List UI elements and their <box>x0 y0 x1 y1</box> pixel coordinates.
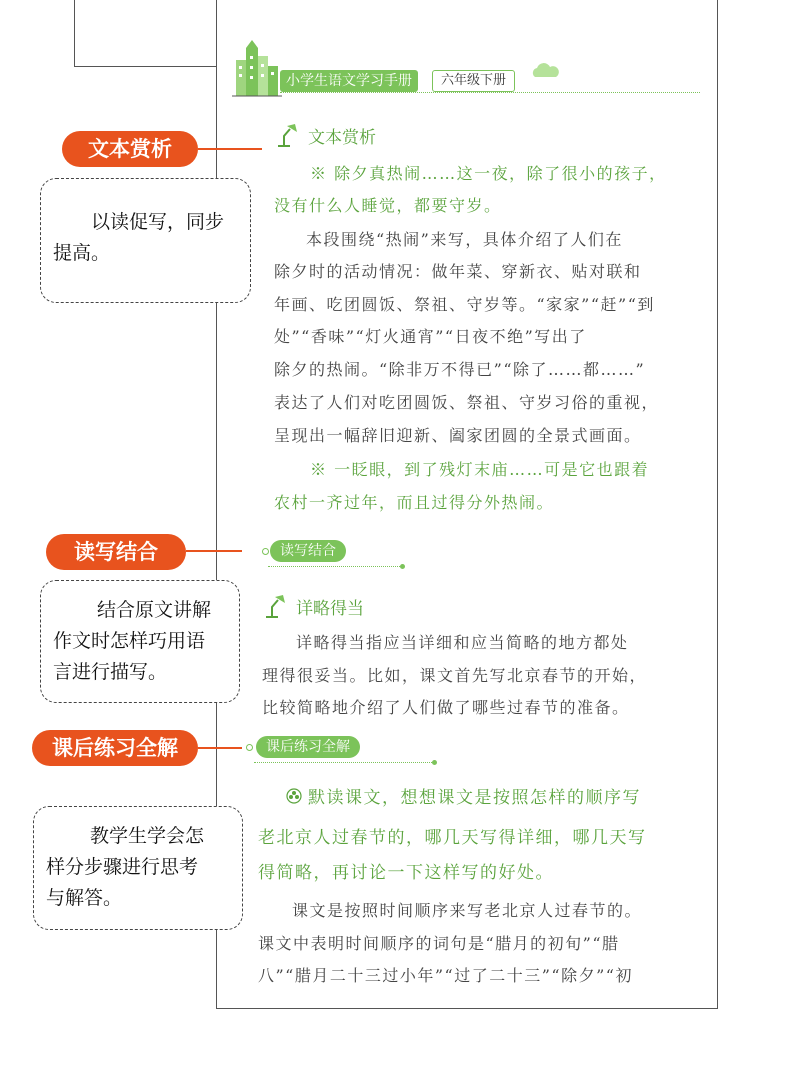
annotation-note <box>33 806 243 930</box>
header-rule <box>280 92 700 93</box>
exercise-line: 老北京人过春节的，哪几天写得详细，哪几天写 <box>258 828 647 848</box>
pill-exercises: 课后练习全解 <box>256 736 360 758</box>
body-line: 比较简略地介绍了人们做了哪些过春节的准备。 <box>262 698 630 717</box>
body-line: 年画、吃团圆饭、祭祖、守岁等。“家家”“赶”“到 <box>274 295 655 314</box>
note-line: 以读促写，同步 <box>91 211 225 233</box>
annotation-tag-exercises: 课后练习全解 <box>32 730 198 766</box>
body-line: 呈现出一幅辞旧迎新、阖家团圆的全景式画面。 <box>274 426 642 445</box>
desk-lamp-icon <box>274 122 300 148</box>
body-line: 没有什么人睡觉，都要守岁。 <box>274 196 502 215</box>
body-line: 本段围绕“热闹”来写，具体介绍了人们在 <box>306 230 623 249</box>
body-line: 农村一齐过年，而且过得分外热闹。 <box>274 493 555 512</box>
annotation-note <box>40 178 251 303</box>
body-line: 课文是按照时间顺序来写老北京人过春节的。 <box>292 901 643 920</box>
note-line: 样分步骤进行思考 <box>46 856 199 878</box>
desk-lamp-icon <box>262 593 288 619</box>
note-line: 教学生学会怎 <box>90 825 205 847</box>
pill-reading-writing: 读写结合 <box>270 540 346 562</box>
annotation-connector <box>186 550 242 552</box>
body-line: 表达了人们对吃团圆饭、祭祖、守岁习俗的重视， <box>274 393 660 412</box>
pill-dot <box>246 744 253 751</box>
body-line: 详略得当指应当详细和应当简略的地方都处 <box>296 633 629 652</box>
pill-dot <box>262 548 269 555</box>
cloud-icon <box>530 62 560 78</box>
body-line: ※ 一眨眼，到了残灯末庙……可是它也跟着 <box>310 460 650 479</box>
note-line: 作文时怎样巧用语 <box>53 630 206 652</box>
note-line: 结合原文讲解 <box>97 599 212 621</box>
note-line: 提高。 <box>53 242 111 264</box>
annotation-note <box>40 580 240 703</box>
annotation-connector <box>198 747 242 749</box>
pill-rule <box>268 566 402 567</box>
pill-rule <box>254 762 434 763</box>
body-line: 八”“腊月二十三过小年”“过了二十三”“除夕”“初 <box>258 966 633 985</box>
body-line: 除夕时的活动情况：做年菜、穿新衣、贴对联和 <box>274 262 642 281</box>
body-line: 理得很妥当。比如，课文首先写北京春节的开始， <box>262 666 648 685</box>
pill-dot <box>400 564 405 569</box>
note-line: 与解答。 <box>46 887 123 909</box>
exercise-line: 默读课文，想想课文是按照怎样的顺序写 <box>308 788 641 808</box>
annotation-tag-reading-writing: 读写结合 <box>46 534 186 570</box>
annotation-tag-appreciation: 文本赏析 <box>62 131 198 167</box>
section-heading-appreciation <box>274 122 376 148</box>
book-title: 小学生语文学习手册 <box>280 70 418 92</box>
body-line: 处”“香味”“灯火通宵”“日夜不绝”写出了 <box>274 327 587 346</box>
previous-page-frame <box>74 0 217 67</box>
note-line: 言进行描写。 <box>53 661 168 683</box>
body-line: ※ 除夕真热闹……这一夜，除了很小的孩子， <box>310 164 667 183</box>
body-line: 课文中表明时间顺序的词句是“腊月的初旬”“腊 <box>258 934 620 953</box>
exercise-line: 得简略，再讨论一下这样写的好处。 <box>258 863 554 883</box>
pill-dot <box>432 760 437 765</box>
section-title: 详略得当 <box>296 598 364 619</box>
city-skyline-icon <box>232 40 282 98</box>
section-title: 文本赏析 <box>308 127 376 148</box>
body-line: 除夕的热闹。“除非万不得已”“除了……都……” <box>274 360 646 379</box>
page-header <box>232 40 702 100</box>
flower-bullet-icon <box>286 788 302 804</box>
section-heading-detail <box>262 593 364 619</box>
grade-label: 六年级下册 <box>432 70 515 92</box>
annotation-connector <box>198 148 262 150</box>
